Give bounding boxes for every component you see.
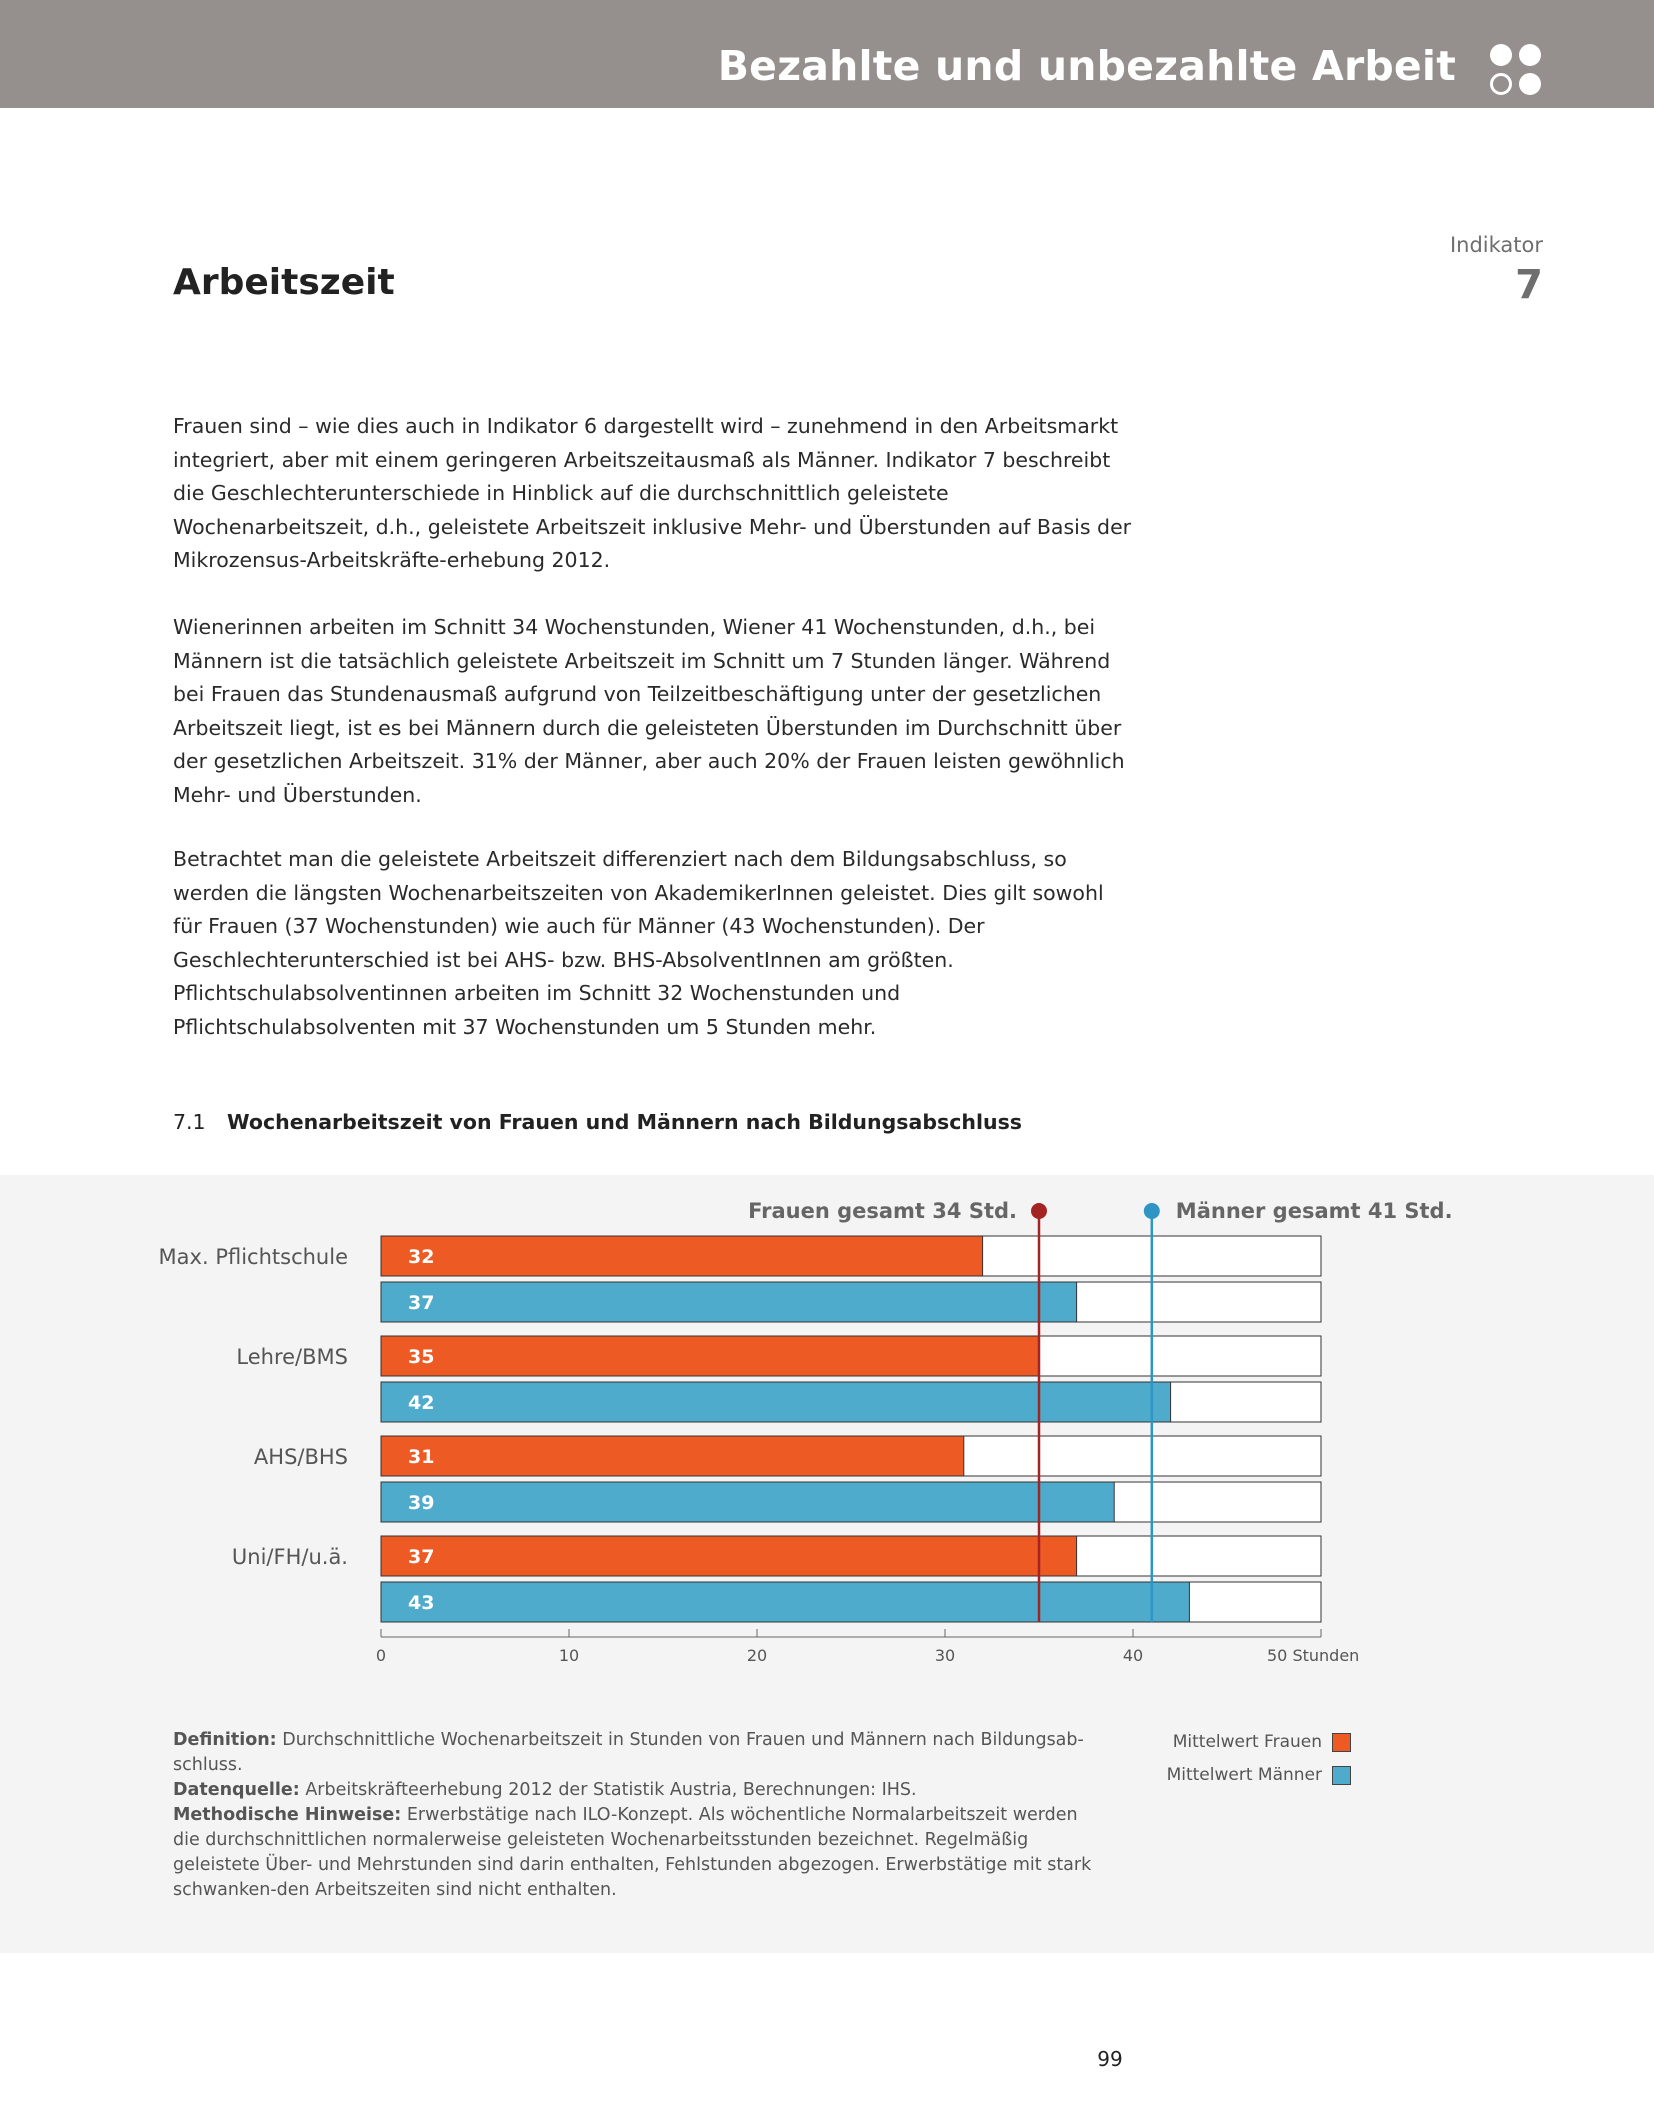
paragraph-1: Frauen sind – wie dies auch in Indikator 6 dargestellt wird – zunehmend in den Arbeitsmarkt integriert, aber mit einem geringeren Arbeitszeitausmaß als Männer. Indikator 7 beschreibt die Geschlechterunterschiede in Hinblick auf die durchschnittlich geleistete Wochenarbeitszeit, d.h., geleistete Arbeitszeit inklusive Mehr- und Überstunden auf Basis der Mikrozensus-Arbeitskräfte-erhebung 2012. — [173, 414, 1132, 572]
header-bar — [0, 0, 1654, 108]
legend-swatch-women — [1332, 1733, 1351, 1752]
x-tick-label: 50 Stunden — [1267, 1646, 1360, 1665]
definition-text: Durchschnittliche Wochenarbeitszeit in Stunden von Frauen und Männern nach Bildungsab-schluss. — [173, 1730, 1084, 1775]
x-tick-label: 20 — [746, 1646, 768, 1665]
bar-frauen — [381, 1536, 1077, 1576]
bar-männer — [381, 1382, 1171, 1422]
legend-swatch-men — [1332, 1766, 1351, 1785]
indikator-label: Indikator — [1449, 233, 1543, 257]
source-text: Arbeitskräfteerhebung 2012 der Statistik Austria, Berechnungen: IHS. — [305, 1780, 917, 1800]
legend-label-women: Mittelwert Frauen — [1172, 1732, 1322, 1752]
bar-value-label: 35 — [408, 1346, 435, 1368]
bar-value-label: 37 — [408, 1546, 435, 1568]
method-text: Erwerbstätige nach ILO-Konzept. Als wöchentliche Normalarbeitszeit werden die durchschnittlichen normalerweise geleisteten Wochenarbeitsstunden bezeichnet. Regelmäßig geleistete Über- und Mehrstunden sind darin enthalten, Fehlstunden abgezogen. Erwerbstätige mit stark schwanken-den Arbeitszeiten sind nicht enthalten. — [173, 1805, 1092, 1900]
page-title: Arbeitszeit — [173, 262, 395, 303]
bar-value-label: 42 — [408, 1392, 435, 1414]
x-tick-label: 0 — [375, 1646, 387, 1665]
bar-frauen — [381, 1336, 1039, 1376]
legend-item-women — [1072, 1732, 1322, 1752]
category-label: AHS/BHS — [253, 1445, 348, 1469]
category-label: Uni/FH/u.ä. — [231, 1545, 348, 1569]
bar-frauen — [381, 1436, 964, 1476]
bar-value-label: 43 — [408, 1592, 435, 1614]
legend-item-men — [1072, 1765, 1322, 1785]
x-tick-label: 10 — [558, 1646, 580, 1665]
reference-marker — [1144, 1203, 1160, 1219]
page-number: 99 — [1097, 2047, 1123, 2071]
paragraph-2: Wienerinnen arbeiten im Schnitt 34 Wochenstunden, Wiener 41 Wochenstunden, d.h., bei Männern ist die tatsächlich geleistete Arbeitszeit im Schnitt um 7 Stunden länger. Während bei Frauen das Stundenausmaß aufgrund von Teilzeitbeschäftigung unter der gesetzlichen Arbeitszeit liegt, ist es bei Männern durch die geleisteten Überstunden im Durchschnitt über der gesetzlichen Arbeitszeit. 31% der Männer, aber auch 20% der Frauen leisten gewöhnlich Mehr- und Überstunden. — [173, 615, 1125, 807]
category-label: Max. Pflichtschule — [158, 1245, 348, 1269]
paragraph-3: Betrachtet man die geleistete Arbeitszeit differenziert nach dem Bildungsabschluss, so werden die längsten Wochenarbeitszeiten von AkademikerInnen geleistet. Dies gilt sowohl für Frauen (37 Wochenstunden) wie auch für Männer (43 Wochenstunden). Der Geschlechterunterschied ist bei AHS- bzw. BHS-AbsolventInnen am größten. Pflichtschulabsolventinnen arbeiten im Schnitt 32 Wochenstunden und Pflichtschulabsolventen mit 37 Wochenstunden um 5 Stunden mehr. — [173, 847, 1104, 1039]
x-tick-label: 40 — [1122, 1646, 1144, 1665]
bar-männer — [381, 1582, 1189, 1622]
bar-value-label: 31 — [408, 1446, 435, 1468]
reference-label: Frauen gesamt 34 Std. — [748, 1199, 1017, 1223]
legend-label-men: Mittelwert Männer — [1166, 1765, 1322, 1785]
reference-label: Männer gesamt 41 Std. — [1175, 1199, 1453, 1223]
bar-value-label: 37 — [408, 1292, 435, 1314]
definition-label: Definition: — [173, 1730, 277, 1750]
reference-marker — [1031, 1203, 1047, 1219]
bar-frauen — [381, 1236, 983, 1276]
x-tick-label: 30 — [934, 1646, 956, 1665]
figure-number: 7.1 — [173, 1110, 206, 1134]
bar-männer — [381, 1282, 1077, 1322]
category-label: Lehre/BMS — [236, 1345, 348, 1369]
indikator-number: 7 — [1515, 262, 1543, 308]
bar-value-label: 39 — [408, 1492, 435, 1514]
figure-title: Wochenarbeitszeit von Frauen und Männern nach Bildungsabschluss — [227, 1110, 1022, 1134]
figure-caption — [173, 1110, 1022, 1134]
four-circles-icon — [1490, 44, 1544, 98]
section-title: Bezahlte und unbezahlte Arbeit — [717, 42, 1456, 90]
bar-chart — [0, 1185, 1654, 1705]
source-label: Datenquelle: — [173, 1780, 300, 1800]
method-label: Methodische Hinweise: — [173, 1805, 402, 1825]
bar-männer — [381, 1482, 1114, 1522]
bar-value-label: 32 — [408, 1246, 435, 1268]
chart-notes — [173, 1728, 1103, 1903]
